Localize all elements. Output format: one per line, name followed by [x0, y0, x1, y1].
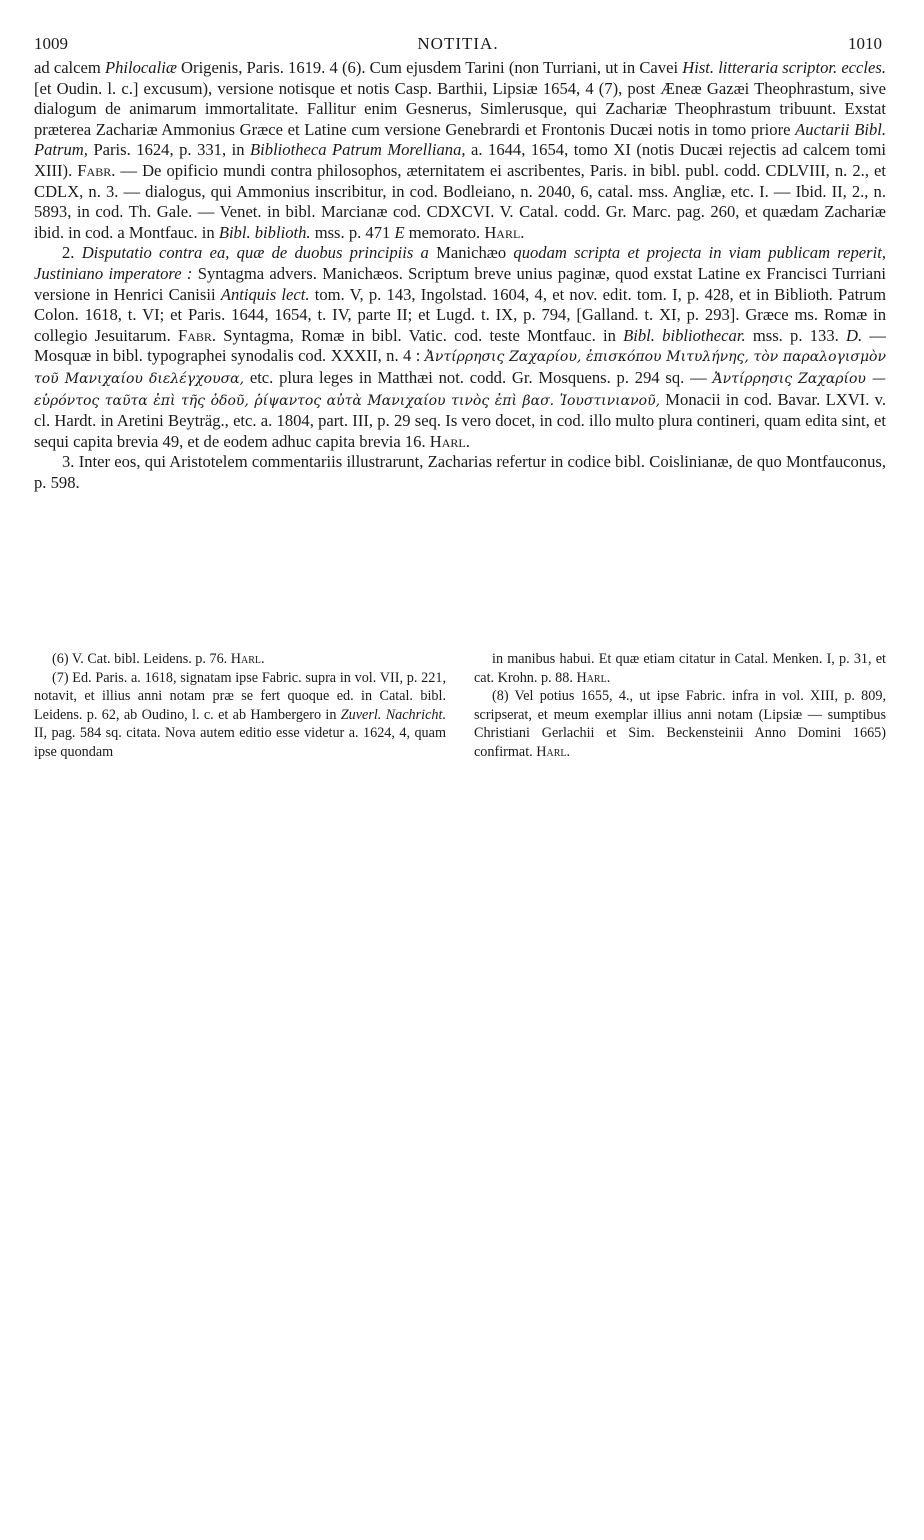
paragraph-3: [34, 452, 886, 493]
text-run: Syntagma, Romæ in bibl. Vatic. cod. teste Montfauc. in: [216, 325, 624, 345]
footnotes-right-column: [474, 650, 886, 762]
text-run: tom. V, p. 143, Ingolstad. 1604, 4, et nov. edit. tom. I, p. 428, et in Biblioth. Patrum Colon. 1618, t. VI; et Paris. 1644, 1654, t. IV, parte II; et Lugd. t. IX, p. 794, [Galland. t. XI, p. 293]. Græce ms. Romæ in collegio Jesuitarum.: [34, 284, 886, 345]
right-page-number: 1010: [848, 34, 882, 53]
italic-run: Philocaliæ: [104, 58, 177, 77]
small-caps-run: Harl.: [484, 222, 525, 242]
text-run: memorato.: [404, 222, 485, 242]
text-run: II, pag. 584 sq. citata. Nova autem editio esse videtur a. 1624, 4, quam ipse quondam: [34, 725, 446, 760]
italic-run: Hist. litteraria scriptor. eccles.: [682, 58, 886, 77]
paragraph-2: [34, 243, 886, 452]
small-caps-run: Harl.: [536, 743, 571, 760]
text-run: (8) Vel potius 1655, 4., ut ipse Fabric. infra in vol. XIII, p. 809, scripserat, et meum exemplar illius anni notam (Lipsiæ — sumptibus Christiani Gerlachii et Sim. Beckensteinii Anno Domini 1665) confirmat.: [474, 688, 886, 760]
small-caps-run: Harl.: [230, 651, 265, 667]
footnote-7: [34, 669, 446, 762]
paragraph-1: [34, 58, 886, 243]
page-header: [34, 34, 882, 58]
text-run: mss. p. 133.: [745, 325, 847, 345]
italic-run: D.: [846, 325, 863, 345]
text-run: — De opificio mundi contra philosophos, æternitatem ei ascribentes, Paris. in bibl. publ. codd. CDLVIII, n. 2., et CDLX, n. 3. — dialogus, qui Ammonius inscribitur, in cod. Bodleiano, n. 2040, 6, catal. mss. Angliæ, etc. I. — Ibid. II, 2., n. 5893, in cod. Th. Gale. — Venet. in bibl. Marcianæ cod. CDXCVI. V. Catal. codd. Gr. Marc. pag. 260, et quædam Zachariæ ibid. in cod. a Montfauc. in: [34, 160, 886, 242]
small-caps-run: Harl.: [576, 669, 611, 686]
left-page-number: 1009: [34, 34, 68, 53]
greek-run: Ἀντίρρησις Ζαχαρίου, ἐπισκόπου Μιτυλήνης, τὸν παραλογισμὸν τοῦ Μανιχαίου διελέγχουσα,: [34, 349, 886, 387]
italic-run: Bibliotheca Patrum Morelliana,: [250, 140, 466, 160]
text-run: etc. plura leges in Matthæi not. codd. Gr. Mosquens. p. 294 sq. —: [244, 367, 713, 387]
footnote-7-continued: [474, 650, 886, 687]
small-caps-run: Fabr.: [77, 160, 116, 180]
italic-run: Auctarii Bibl. Patrum,: [34, 119, 887, 160]
text-run: Syntagma advers. Manichæos. Scriptum breve unius paginæ, quod exstat Latine ex Francisci Turriani versione in Henrici Canisii: [34, 263, 886, 304]
greek-run: Ἀντίρρησις Ζαχαρίου — εὑρόντος ταῦτα ἐπὶ τῆς ὁδοῦ, ῥίψαντος αὐτὰ Μανιχαίου τινὸς ἐπὶ βασ. Ἰουστινιανοῦ,: [34, 370, 887, 409]
text-run: Manichæo: [428, 243, 514, 263]
italic-run: Bibl. bibliothecar.: [623, 325, 746, 345]
text-run: ad calcem: [34, 58, 105, 77]
text-run: in manibus habui. Et quæ etiam citatur in Catal. Menken. I, p. 31, et cat. Krohn. p. 88.: [474, 651, 886, 686]
text-run: 2.: [62, 243, 82, 263]
text-run: (7) Ed. Paris. a. 1618, signatam ipse Fabric. supra in vol. VII, p. 221, notavit, et illius anni notam præ se fert quoque ed. in Catal. bibl. Leidens. p. 62, ab Oudino, l. c. et ab Hambergero in: [34, 669, 446, 723]
italic-run: Antiquis lect.: [220, 284, 310, 304]
italic-run: Zuverl. Nachricht.: [340, 706, 446, 723]
text-run: 3. Inter eos, qui Aristotelem commentariis illustrarunt, Zacharias refertur in codice bibl. Coislinianæ, de quo Montfauconus, p. 598.: [34, 452, 886, 492]
italic-run: E: [394, 222, 405, 242]
text-run: — Mosquæ in bibl. typographei synodalis cod. XXXII, n. 4 :: [34, 325, 886, 366]
footnote-8: [474, 687, 886, 761]
text-run: Monacii in cod. Bavar. LXVI. v. cl. Hardt. in Aretini Beyträg., etc. a. 1804, part. III, p. 29 seq. Is vero docet, in cod. illo multo plura contineri, quam edita sint, et sequi capita brevia 49, et de eodem adhuc capita brevia 16.: [34, 389, 886, 451]
main-text: [34, 58, 886, 493]
italic-run: Disputatio contra ea, quæ de duobus principiis a: [81, 243, 429, 263]
footnotes-left-column: [34, 650, 446, 762]
small-caps-run: Fabr.: [177, 325, 217, 345]
text-run: mss. p. 471: [310, 222, 395, 242]
small-caps-run: Harl.: [429, 431, 470, 451]
text-run: a. 1644, 1654, tomo XI (notis Ducæi rejectis ad calcem tomi XIII).: [34, 140, 886, 180]
text-run: Origenis, Paris. 1619. 4 (6). Cum ejusdem Tarini (non Turriani, ut in Cavei: [176, 58, 683, 77]
running-title: NOTITIA.: [417, 34, 499, 53]
italic-run: Bibl. biblioth.: [218, 222, 311, 242]
footnote-6: [34, 650, 446, 669]
text-run: (6) V. Cat. bibl. Leidens. p. 76.: [52, 651, 231, 667]
text-run: [et Oudin. l. c.] excusum), versione notisque et notis Casp. Barthii, Lipsiæ 1654, 4 (7), post Æneæ Gazæi Theophrastum, sive dialogum de animarum immortalitate. Fallitur enim Gesnerus, Simlerusque, qui Zachariæ Theophrastum tribuunt. Exstat præterea Zachariæ Ammonius Græce et Latine cum versione Genebrardi et Frontonis Ducæi notis in tomo priore: [34, 78, 886, 139]
text-run: Paris. 1624, p. 331, in: [87, 140, 251, 160]
italic-run: quodam scripta et projecta in viam publicam reperit, Justiniano imperatore :: [34, 243, 887, 283]
